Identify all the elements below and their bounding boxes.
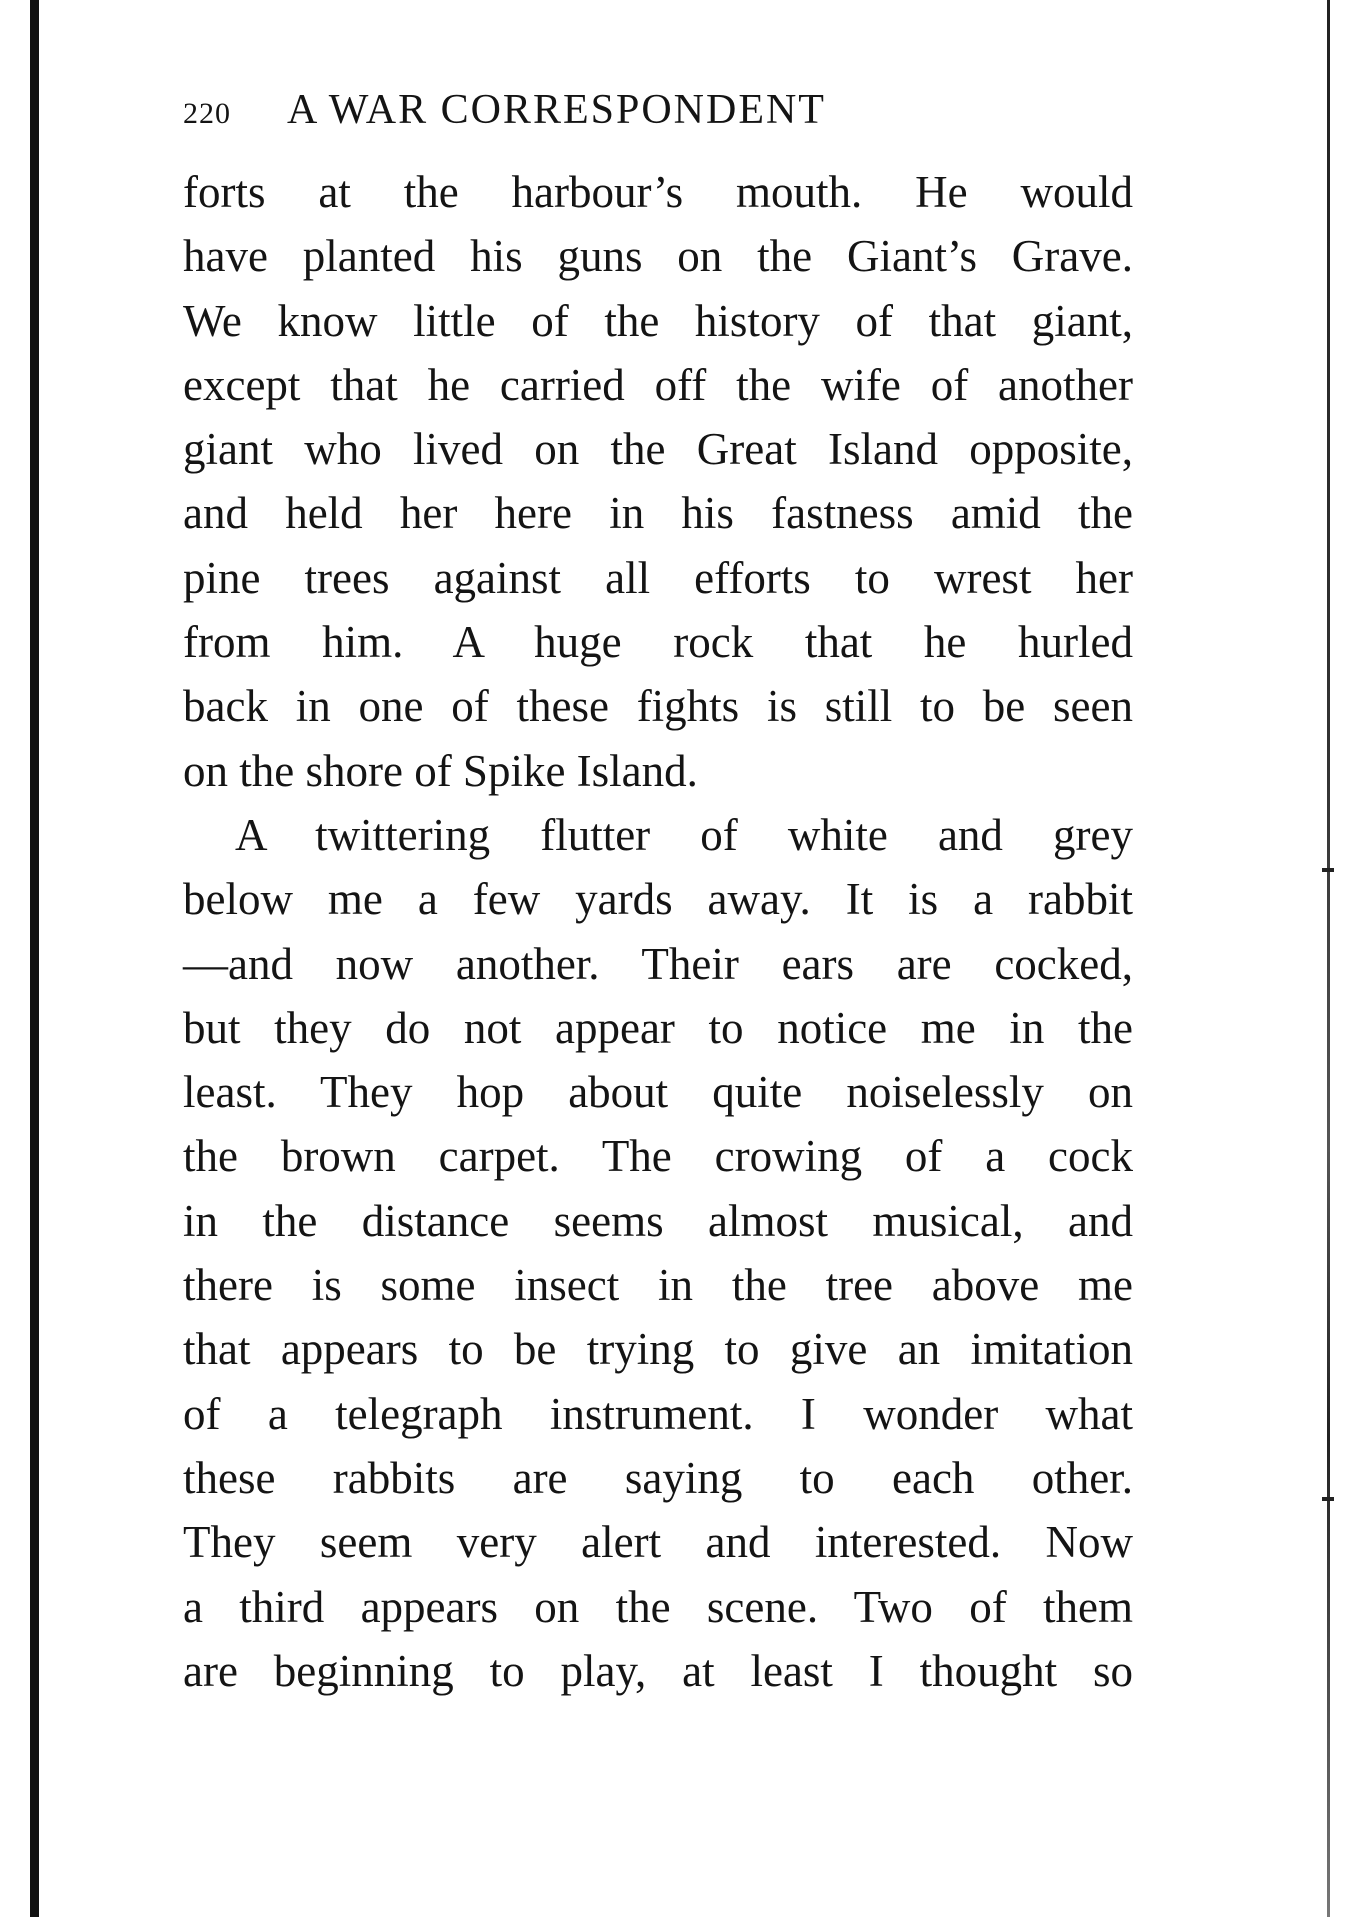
text-line: of a telegraph instrument. I wonder what	[183, 1388, 1133, 1439]
text-line: in the distance seems almost musical, and	[183, 1195, 1133, 1246]
page-edge-mark	[1322, 868, 1334, 872]
text-line: —and now another. Their ears are cocked,	[183, 938, 1133, 989]
text-line: forts at the harbour’s mouth. He would	[183, 167, 1133, 217]
text-line: We know little of the history of that giant,	[183, 295, 1133, 346]
text-line: but they do not appear to notice me in the	[183, 1002, 1133, 1053]
text-line: except that he carried off the wife of another	[183, 359, 1133, 410]
text-line: have planted his guns on the Giant’s Grave.	[183, 231, 1133, 282]
text-line: and held her here in his fastness amid the	[183, 488, 1133, 539]
text-line: these rabbits are saying to each other.	[183, 1452, 1133, 1503]
running-title: A WAR CORRESPONDENT	[287, 87, 826, 133]
text-line: A twittering flutter of white and grey	[235, 809, 1133, 860]
text-line: on the shore of Spike Island.	[183, 745, 698, 796]
page-number: 220	[183, 97, 231, 130]
text-line: giant who lived on the Great Island opposite,	[183, 424, 1133, 475]
binding-gutter-shadow	[30, 0, 39, 1917]
text-line: below me a few yards away. It is a rabbit	[183, 874, 1133, 925]
text-line: least. They hop about quite noiselessly on	[183, 1067, 1133, 1118]
text-line: the brown carpet. The crowing of a cock	[183, 1131, 1133, 1182]
running-head	[183, 86, 1183, 146]
text-line: a third appears on the scene. Two of them	[183, 1581, 1133, 1632]
body-text	[183, 160, 1133, 1703]
text-line: They seem very alert and interested. Now	[183, 1517, 1133, 1568]
text-line: pine trees against all efforts to wrest her	[183, 552, 1133, 603]
text-line: that appears to be trying to give an imitation	[183, 1324, 1133, 1375]
page-edge-mark	[1322, 1497, 1334, 1501]
text-line: are beginning to play, at least I thought so	[183, 1645, 1133, 1696]
text-line: there is some insect in the tree above me	[183, 1260, 1133, 1311]
text-line: from him. A huge rock that he hurled	[183, 617, 1133, 668]
page-edge-line	[1327, 0, 1330, 1917]
text-line: back in one of these fights is still to be seen	[183, 681, 1133, 732]
